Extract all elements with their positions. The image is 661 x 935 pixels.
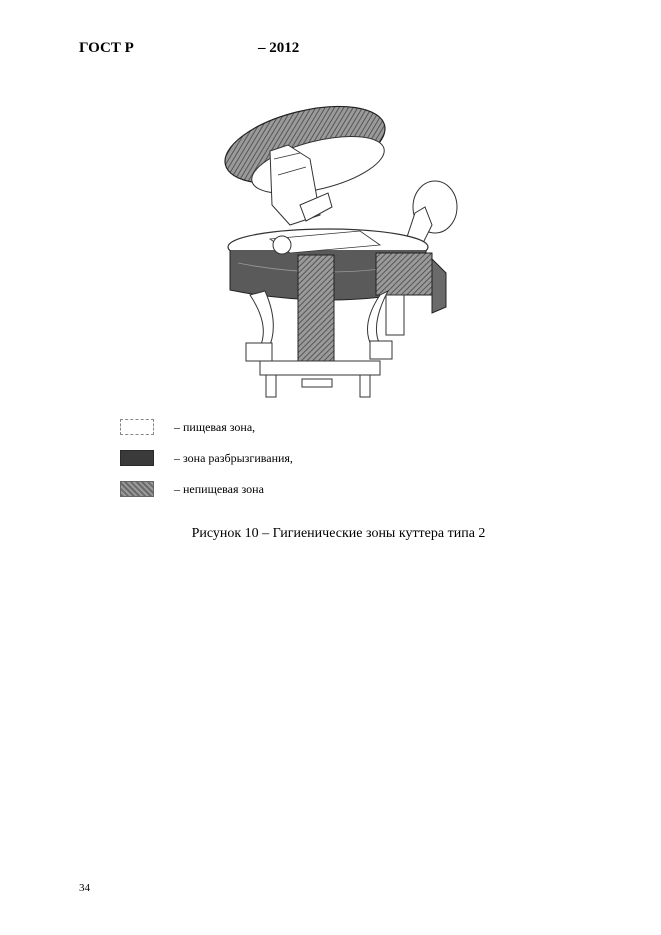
header-year: – 2012	[258, 40, 300, 56]
header-standard: ГОСТ Р	[79, 40, 134, 56]
legend-item-non-food-zone	[120, 480, 420, 498]
splash-zone-swatch	[120, 450, 154, 466]
legend-item-food-zone	[120, 418, 420, 436]
cutter-drawing	[210, 95, 470, 405]
non-food-zone-swatch	[120, 481, 154, 497]
caption-text: Рисунок 10 – Гигиенические зоны куттера типа 2	[191, 526, 486, 541]
legend-label: – непищевая зона	[174, 482, 264, 496]
lid	[217, 95, 393, 225]
control-box	[376, 253, 432, 295]
figure-caption	[0, 526, 661, 542]
page-number: 34	[79, 882, 90, 894]
legend-item-splash-zone	[120, 449, 420, 467]
cutter-illustration	[210, 95, 470, 405]
legend-label: – зона разбрызгивания,	[174, 451, 293, 465]
central-column	[298, 255, 334, 365]
discharger	[405, 181, 457, 245]
legend-label: – пищевая зона,	[174, 420, 256, 434]
food-zone-swatch	[120, 419, 154, 435]
